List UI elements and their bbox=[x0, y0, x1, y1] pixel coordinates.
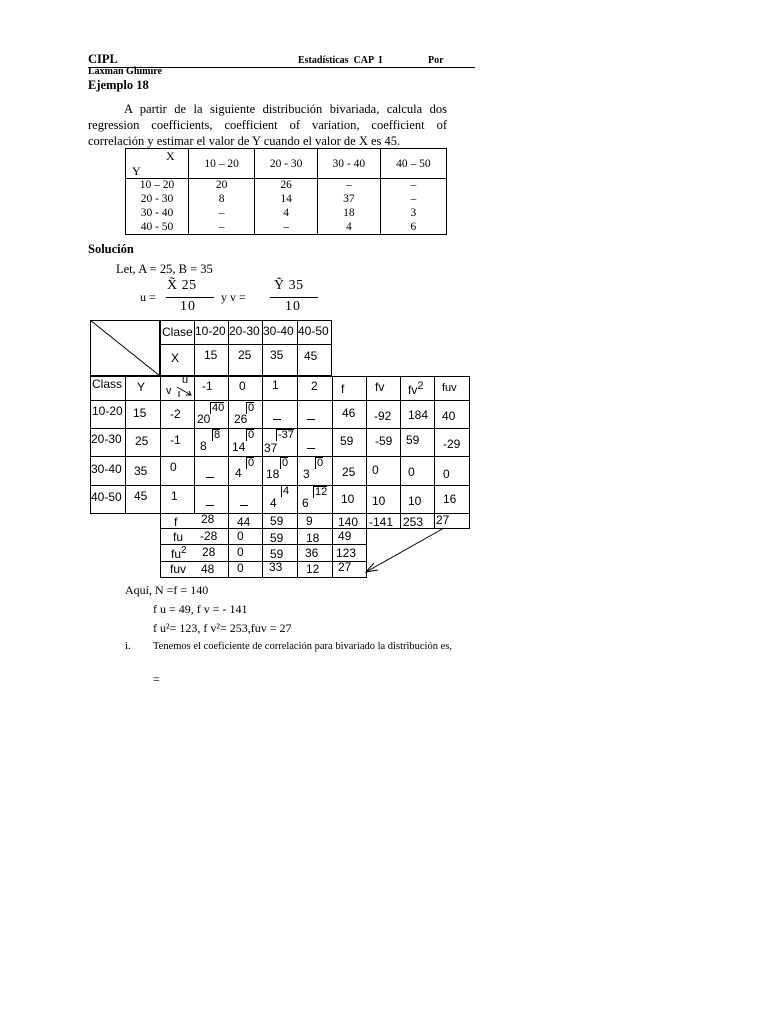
wt-x-class: 20-30 bbox=[229, 324, 260, 338]
wt-total-fu: 49 bbox=[338, 529, 352, 543]
wt-fv2-sup: 2 bbox=[417, 380, 424, 392]
wt-row-f: 10 bbox=[341, 492, 355, 506]
wt-total-n: 140 bbox=[338, 515, 359, 529]
wt-bottom-fuv: 33 bbox=[269, 560, 283, 574]
wt-cell-dash bbox=[206, 505, 214, 506]
given-cell: – bbox=[255, 221, 318, 235]
wt-product-box: 0 bbox=[248, 457, 255, 469]
wt-v-label: v bbox=[166, 385, 172, 397]
wt-cell-freq: 20 bbox=[197, 412, 211, 426]
wt-header-midline bbox=[160, 344, 332, 345]
wt-cell-freq: 37 bbox=[264, 441, 278, 455]
wt-row-fuv: -29 bbox=[443, 437, 461, 451]
u-fraction-bar bbox=[166, 297, 214, 298]
wt-u-val: 1 bbox=[272, 378, 279, 392]
wt-fuv-label: fuv bbox=[442, 382, 457, 394]
wt-row-y: 15 bbox=[133, 406, 147, 420]
wt-x-mid: 35 bbox=[270, 348, 284, 362]
wt-total-fv2: 253 bbox=[403, 515, 424, 529]
given-cell: – bbox=[317, 179, 380, 193]
wt-bottom-fuv: 48 bbox=[201, 562, 215, 576]
wt-bottom-f: 44 bbox=[237, 515, 251, 529]
wt-bottom-f: 9 bbox=[306, 514, 313, 528]
wt-row-f: 46 bbox=[342, 406, 356, 420]
wt-row-fv2: 184 bbox=[408, 408, 429, 422]
problem-text: A partir de la siguiente distribución bivariada, calcula dos regression coefficients, coefficient of variation, coefficient of correlación y estimar el valor de Y cuando el valor de X es 45. bbox=[88, 102, 447, 148]
wt-row-fv2: 10 bbox=[408, 494, 422, 508]
wt-row-v: -1 bbox=[170, 433, 181, 447]
wt-bottom-fuv-label: fuv bbox=[170, 562, 187, 576]
wt-y-label: Y bbox=[137, 380, 146, 394]
header-right: Por bbox=[428, 55, 444, 66]
wt-fv2-base: fv bbox=[408, 383, 418, 397]
wt-row-fv: 10 bbox=[372, 494, 386, 508]
wt-product-box: 40 bbox=[212, 402, 225, 414]
wt-x-mid: 45 bbox=[304, 349, 318, 363]
wt-bottom-f-label: f bbox=[174, 515, 178, 529]
let-text: Let, A = 25, B = 35 bbox=[116, 262, 213, 276]
wt-cell-dash bbox=[307, 419, 315, 420]
header-author: Laxman Ghimire bbox=[88, 66, 162, 77]
wt-cell-dash bbox=[206, 477, 214, 478]
wt-row-class: 20-30 bbox=[91, 432, 122, 446]
wt-total-fuv: 27 bbox=[436, 513, 450, 527]
given-cell: – bbox=[380, 193, 446, 207]
wt-u-val: 2 bbox=[311, 379, 318, 393]
given-cell: 8 bbox=[189, 193, 255, 207]
given-y-label: Y bbox=[132, 164, 141, 178]
given-x-label: X bbox=[166, 149, 175, 163]
wt-corner-diagonal bbox=[90, 320, 160, 376]
wt-bottom-fuv: 0 bbox=[237, 561, 244, 575]
item-i-marker: i. bbox=[125, 640, 131, 652]
wt-bottom-fu: -28 bbox=[200, 529, 218, 543]
wt-class-label: Class bbox=[92, 377, 123, 391]
u-denominator: 10 bbox=[180, 299, 196, 314]
wt-hline bbox=[90, 485, 470, 486]
wt-row-fv: -92 bbox=[374, 409, 392, 423]
wt-f-label: f bbox=[341, 382, 345, 396]
given-cell: 18 bbox=[317, 207, 380, 221]
given-cell: 4 bbox=[317, 221, 380, 235]
wt-clase-label: Clase bbox=[162, 325, 193, 339]
wt-u-val: 0 bbox=[239, 379, 246, 393]
wt-fv2-label bbox=[408, 380, 423, 397]
wt-row-fv: 0 bbox=[372, 463, 379, 477]
wt-vline bbox=[160, 376, 161, 578]
wt-row-v: -2 bbox=[170, 407, 181, 421]
wt-x-label: X bbox=[171, 351, 180, 365]
wt-fv-label: fv bbox=[375, 380, 385, 394]
wt-product-box: 0 bbox=[282, 457, 289, 469]
wt-cell-freq: 26 bbox=[234, 412, 248, 426]
wt-cell-dash bbox=[240, 505, 248, 506]
wt-total-fuv-sum: 27 bbox=[338, 560, 352, 574]
given-x-class: 40 – 50 bbox=[380, 149, 446, 179]
wt-x-class: 40-50 bbox=[298, 324, 329, 338]
given-cell: 14 bbox=[255, 193, 318, 207]
wt-x-class: 10-20 bbox=[195, 324, 226, 338]
given-y-class: 40 - 50 bbox=[126, 221, 189, 235]
given-cell: 26 bbox=[255, 179, 318, 193]
wt-cell-freq: 14 bbox=[232, 440, 246, 454]
wt-row-fv2: 0 bbox=[408, 465, 415, 479]
wt-hline bbox=[90, 400, 470, 401]
wt-bottom-fuv: 12 bbox=[306, 562, 320, 576]
given-cell: 37 bbox=[317, 193, 380, 207]
wt-product-box: 0 bbox=[248, 429, 255, 441]
wt-product-box: 0 bbox=[248, 402, 255, 414]
wt-total-fu2: 123 bbox=[336, 546, 357, 560]
u-label: u = bbox=[140, 290, 156, 304]
u-numerator: X̃ 25 bbox=[167, 278, 197, 293]
wt-hline bbox=[160, 544, 366, 545]
wt-bottom-fu2: 28 bbox=[202, 545, 216, 559]
wt-row-fuv: 0 bbox=[443, 467, 450, 481]
wt-row-fuv: 16 bbox=[443, 492, 457, 506]
wt-bottom-fu2: 0 bbox=[237, 545, 244, 559]
wt-product-box: 0 bbox=[317, 457, 324, 469]
wt-total-fv: -141 bbox=[369, 515, 394, 529]
given-table-corner bbox=[126, 149, 189, 179]
v-denominator: 10 bbox=[285, 299, 301, 314]
wt-fu2-sup: 2 bbox=[181, 545, 187, 556]
summary-line-2: f u = 49, f v = - 141 bbox=[153, 602, 248, 616]
wt-cell-dash bbox=[307, 448, 315, 449]
wt-u-label: u bbox=[182, 374, 189, 386]
wt-product-box: 12 bbox=[315, 486, 328, 498]
wt-bottom-fu: 59 bbox=[270, 531, 284, 545]
wt-row-y: 25 bbox=[135, 434, 149, 448]
given-cell: – bbox=[189, 221, 255, 235]
item-i-equals: = bbox=[153, 672, 160, 686]
v-label: y v = bbox=[221, 290, 246, 304]
wt-u-val: -1 bbox=[202, 379, 213, 393]
wt-row-fv2: 59 bbox=[406, 433, 420, 447]
wt-cell-freq: 4 bbox=[270, 496, 277, 510]
wt-bottom-fu2-label bbox=[171, 545, 187, 561]
wt-row-y: 35 bbox=[134, 464, 148, 478]
given-cell: – bbox=[380, 179, 446, 193]
wt-hline bbox=[160, 577, 366, 578]
wt-row-fuv: 40 bbox=[442, 409, 456, 423]
wt-cell-freq: 6 bbox=[302, 496, 309, 510]
wt-row-v: 1 bbox=[171, 489, 178, 503]
header-center: Estadísticas CAP I bbox=[298, 55, 383, 66]
header-org: CIPL bbox=[88, 52, 118, 66]
wt-vline bbox=[400, 376, 401, 528]
given-x-class: 30 - 40 bbox=[317, 149, 380, 179]
wt-product-box: -37 bbox=[278, 429, 294, 441]
wt-bottom-fu2: 36 bbox=[305, 546, 319, 560]
wt-bottom-fu: 18 bbox=[306, 531, 320, 545]
wt-row-class: 40-50 bbox=[91, 490, 122, 504]
wt-row-class: 10-20 bbox=[92, 404, 123, 418]
wt-vline bbox=[332, 376, 333, 578]
wt-hline bbox=[160, 561, 366, 562]
v-numerator: Ỹ 35 bbox=[274, 278, 304, 293]
wt-vline bbox=[125, 376, 126, 514]
wt-row-y: 45 bbox=[134, 489, 148, 503]
given-y-class: 10 – 20 bbox=[126, 179, 189, 193]
wt-vline bbox=[434, 376, 435, 528]
wt-cell-freq: 8 bbox=[200, 439, 207, 453]
wt-row-v: 0 bbox=[170, 460, 177, 474]
wt-row-class: 30-40 bbox=[91, 462, 122, 476]
wt-uv-arrow bbox=[176, 386, 194, 398]
wt-bottom-f: 28 bbox=[201, 512, 215, 526]
given-y-class: 20 - 30 bbox=[126, 193, 189, 207]
wt-bottom-f: 59 bbox=[270, 514, 284, 528]
given-cell: – bbox=[189, 207, 255, 221]
wt-row-f: 25 bbox=[342, 465, 356, 479]
wt-x-mid: 25 bbox=[238, 348, 252, 362]
wt-bottom-fu: 0 bbox=[237, 529, 244, 543]
wt-cell-freq: 3 bbox=[303, 467, 310, 481]
given-table bbox=[125, 148, 447, 235]
item-i-text: Tenemos el coeficiente de correlación para bivariado la distribución es, bbox=[153, 641, 452, 652]
v-fraction-bar bbox=[270, 297, 318, 298]
given-cell: 20 bbox=[189, 179, 255, 193]
wt-vline bbox=[469, 514, 470, 528]
given-cell: 6 bbox=[380, 221, 446, 235]
wt-cell-dash bbox=[273, 419, 281, 420]
wt-row-f: 59 bbox=[340, 434, 354, 448]
wt-product-box: 4 bbox=[283, 485, 290, 497]
wt-fu2-base: fu bbox=[171, 547, 182, 561]
wt-row-fv: -59 bbox=[375, 434, 393, 448]
summary-line-3: f u²= 123, f v²= 253,fuv = 27 bbox=[153, 621, 292, 635]
wt-cell-freq: 4 bbox=[235, 466, 242, 480]
wt-x-class: 30-40 bbox=[263, 324, 294, 338]
wt-vline bbox=[194, 376, 195, 514]
given-cell: 3 bbox=[380, 207, 446, 221]
given-cell: 4 bbox=[255, 207, 318, 221]
given-x-class: 10 – 20 bbox=[189, 149, 255, 179]
summary-line-1: Aquí, N =f = 140 bbox=[125, 583, 209, 597]
wt-bottom-fu2: 59 bbox=[270, 547, 284, 561]
given-y-class: 30 - 40 bbox=[126, 207, 189, 221]
solution-title: Solución bbox=[88, 242, 134, 256]
wt-product-box: 8 bbox=[214, 429, 221, 441]
example-title: Ejemplo 18 bbox=[88, 78, 149, 92]
wt-bottom-fu-label: fu bbox=[173, 530, 184, 544]
wt-x-mid: 15 bbox=[204, 348, 218, 362]
given-x-class: 20 - 30 bbox=[255, 149, 318, 179]
wt-arrow bbox=[360, 526, 446, 576]
wt-cell-freq: 18 bbox=[266, 467, 280, 481]
